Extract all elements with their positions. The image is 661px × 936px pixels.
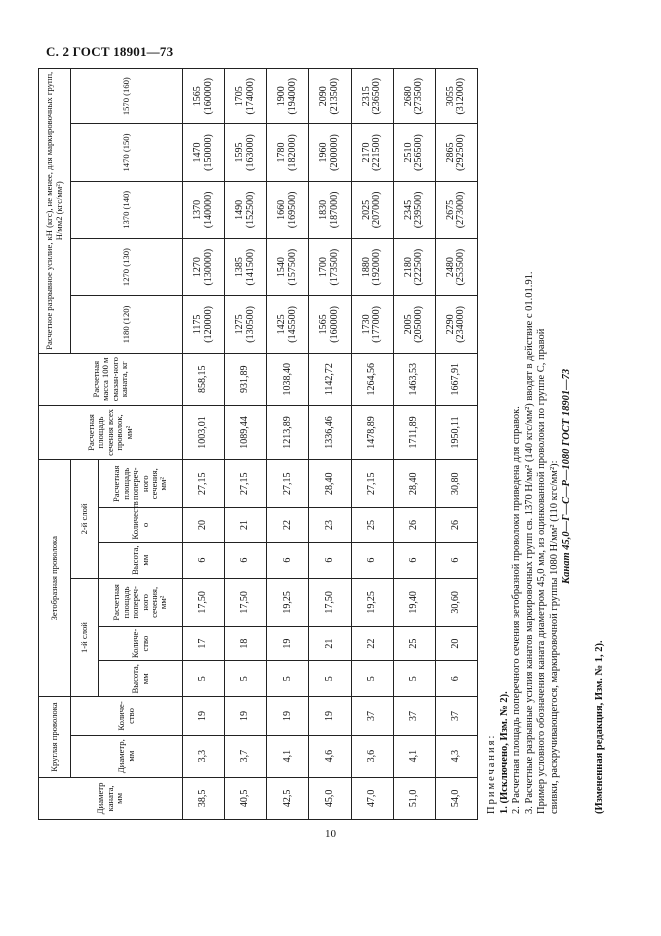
cell-area2: 30,80 [435, 460, 477, 508]
col-round-diameter-header: Диаметр, мм [71, 735, 183, 777]
cell-strength: 2090 (213500) [309, 69, 351, 124]
cell-height1: 5 [309, 661, 351, 697]
cell-strength: 2680 (273500) [393, 69, 435, 124]
cell-area2: 27,15 [183, 460, 225, 508]
cell-strength: 1565 (160000) [183, 69, 225, 124]
cell-count2: 25 [351, 508, 393, 542]
rotated-content [38, 64, 605, 828]
cell-round-count: 19 [309, 697, 351, 735]
cell-strength: 1490 (152500) [225, 181, 267, 238]
cell-area2: 28,40 [393, 460, 435, 508]
cell-round-diameter: 3,3 [183, 735, 225, 777]
table-row [393, 69, 435, 820]
note-3: 3. Расчетные разрывные усилия канатов маркировочных групп св. 1370 Н/мм² (140 кгс/мм²) вводят в действие с 01.01.91. [523, 271, 535, 814]
col-count2-header: Количеств о [99, 508, 183, 542]
cell-round-count: 37 [351, 697, 393, 735]
col-area2-header: Расчетная площадь попереч-ного сечения, мм² [99, 460, 183, 508]
cell-height2: 6 [351, 542, 393, 578]
col-height2-header: Высота, мм [99, 542, 183, 578]
cell-count2: 20 [183, 508, 225, 542]
cell-diameter: 51,0 [393, 777, 435, 819]
cell-strength: 1175 (120000) [183, 296, 225, 353]
cell-count2: 23 [309, 508, 351, 542]
grade-header-1270: 1270 (130) [71, 238, 183, 295]
strength-header: Расчетное разрывное усилие, кН (кгс), не менее, для маркировочных групп, Н/мм2 (кгс/мм²) [39, 69, 71, 354]
cell-mass: 858,15 [183, 353, 225, 405]
cell-strength: 1270 (130000) [183, 238, 225, 295]
page-number: 10 [325, 828, 336, 840]
cell-count1: 20 [435, 627, 477, 661]
cell-total-area: 1003,01 [183, 405, 225, 459]
grade-header-1570: 1570 (160) [71, 69, 183, 124]
page-header: С. 2 ГОСТ 18901—73 [46, 44, 174, 59]
cell-mass: 1038,40 [267, 353, 309, 405]
grade-header-1370: 1370 (140) [71, 181, 183, 238]
cell-round-diameter: 4,1 [393, 735, 435, 777]
col-total-area-header: Расчетная площадь сечения всех проволок, мм² [39, 405, 183, 459]
cell-round-count: 19 [183, 697, 225, 735]
cell-area1: 19,25 [351, 578, 393, 626]
cell-strength: 2005 (205000) [393, 296, 435, 353]
cell-strength: 1595 (163000) [225, 124, 267, 181]
cell-round-count: 19 [267, 697, 309, 735]
cell-height1: 5 [183, 661, 225, 697]
cell-total-area: 1711,89 [393, 405, 435, 459]
cell-strength: 2315 (236500) [351, 69, 393, 124]
cell-mass: 1264,56 [351, 353, 393, 405]
col-mass-header: Расчетная масса 100 м смазан-ного каната, кг [39, 353, 183, 405]
cell-count2: 22 [267, 508, 309, 542]
cell-strength: 1900 (194000) [267, 69, 309, 124]
cell-count2: 26 [435, 508, 477, 542]
cell-total-area: 1478,89 [351, 405, 393, 459]
cell-strength: 3055 (312000) [435, 69, 477, 124]
cell-count1: 19 [267, 627, 309, 661]
table-row [225, 69, 267, 820]
cell-round-diameter: 4,3 [435, 735, 477, 777]
cell-height2: 6 [267, 542, 309, 578]
col-round-count-header: Количе-ство [71, 697, 183, 735]
col-diameter-header: Диаметр каната, мм [39, 777, 183, 819]
cell-round-diameter: 3,7 [225, 735, 267, 777]
cell-area2: 28,40 [309, 460, 351, 508]
table-row [267, 69, 309, 820]
cell-strength: 1700 (173500) [309, 238, 351, 295]
note-2: 2. Расчетная площадь поперечного сечения зетобразной проволоки приведена для справок. [511, 406, 522, 814]
grade-header-1180: 1180 (120) [71, 296, 183, 353]
cell-strength: 1370 (140000) [183, 181, 225, 238]
cell-strength: 1830 (187000) [309, 181, 351, 238]
cell-strength: 1470 (150000) [183, 124, 225, 181]
cell-round-diameter: 4,6 [309, 735, 351, 777]
notes [486, 69, 606, 814]
cell-area2: 27,15 [351, 460, 393, 508]
cell-strength: 2025 (207000) [351, 181, 393, 238]
cell-round-count: 19 [225, 697, 267, 735]
table-row [435, 69, 477, 820]
cell-height1: 5 [393, 661, 435, 697]
cell-count1: 25 [393, 627, 435, 661]
cell-count1: 22 [351, 627, 393, 661]
cell-height2: 6 [393, 542, 435, 578]
grade-header-1470: 1470 (150) [71, 124, 183, 181]
cell-strength: 2180 (222500) [393, 238, 435, 295]
designation-example-line1: Пример условного обозначения каната диаметром 45,0 мм, из оцинкованной проволоки по группе С, правой [536, 328, 547, 814]
cell-mass: 1667,91 [435, 353, 477, 405]
notes-caption: Примечания: [486, 733, 497, 814]
cell-area1: 17,50 [309, 578, 351, 626]
cell-mass: 1142,72 [309, 353, 351, 405]
cell-area2: 27,15 [267, 460, 309, 508]
cell-strength: 1660 (169500) [267, 181, 309, 238]
layer2-header: 2-й слой [71, 460, 99, 579]
cell-round-count: 37 [393, 697, 435, 735]
cell-strength: 2865 (292500) [435, 124, 477, 181]
designation-example: Канат 45,0—Г—С—Р—1080 ГОСТ 18901—73 [561, 368, 572, 584]
cell-strength: 1425 (145500) [267, 296, 309, 353]
cell-strength: 2345 (239500) [393, 181, 435, 238]
cell-diameter: 47,0 [351, 777, 393, 819]
cell-area1: 17,50 [183, 578, 225, 626]
col-area1-header: Расчетная площадь попереч-ного сечения, мм² [99, 578, 183, 626]
cell-round-diameter: 3,6 [351, 735, 393, 777]
col-count1-header: Количе-ство [99, 627, 183, 661]
cell-height2: 6 [183, 542, 225, 578]
cell-count2: 26 [393, 508, 435, 542]
cell-mass: 931,89 [225, 353, 267, 405]
cell-diameter: 45,0 [309, 777, 351, 819]
cell-strength: 2290 (234000) [435, 296, 477, 353]
cell-total-area: 1089,44 [225, 405, 267, 459]
cell-mass: 1463,53 [393, 353, 435, 405]
cell-strength: 2480 (253500) [435, 238, 477, 295]
designation-example-line2: свивки, раскручивающегося, маркировочной группы 1080 Н/мм² (110 кгс/мм²): [548, 460, 560, 814]
z-wire-header: Зетобразная проволока [39, 460, 71, 697]
cell-diameter: 54,0 [435, 777, 477, 819]
cell-strength: 1540 (157500) [267, 238, 309, 295]
cell-round-diameter: 4,1 [267, 735, 309, 777]
rope-spec-table [38, 68, 478, 820]
cell-height2: 6 [225, 542, 267, 578]
cell-height2: 6 [309, 542, 351, 578]
cell-total-area: 1213,89 [267, 405, 309, 459]
cell-count1: 21 [309, 627, 351, 661]
round-wire-header: Круглая проволока [39, 697, 71, 777]
cell-strength: 1705 (174000) [225, 69, 267, 124]
cell-strength: 1275 (130500) [225, 296, 267, 353]
cell-count1: 18 [225, 627, 267, 661]
cell-strength: 1780 (182000) [267, 124, 309, 181]
cell-diameter: 42,5 [267, 777, 309, 819]
layer1-header: 1-й слой [71, 578, 99, 697]
cell-height1: 5 [351, 661, 393, 697]
cell-total-area: 1950,11 [435, 405, 477, 459]
cell-height2: 6 [435, 542, 477, 578]
table-row [309, 69, 351, 820]
cell-strength: 1565 (160000) [309, 296, 351, 353]
cell-diameter: 38,5 [183, 777, 225, 819]
cell-height1: 5 [267, 661, 309, 697]
cell-area1: 17,50 [225, 578, 267, 626]
cell-strength: 1385 (141500) [225, 238, 267, 295]
cell-area1: 19,25 [267, 578, 309, 626]
cell-strength: 2675 (273000) [435, 181, 477, 238]
col-height1-header: Высота, мм [99, 661, 183, 697]
cell-total-area: 1336,46 [309, 405, 351, 459]
cell-strength: 1960 (200000) [309, 124, 351, 181]
cell-area1: 30,60 [435, 578, 477, 626]
cell-strength: 1880 (192000) [351, 238, 393, 295]
table-row [351, 69, 393, 820]
note-1: 1. (Исключено, Изм. № 2). [498, 691, 510, 814]
cell-diameter: 40,5 [225, 777, 267, 819]
cell-count2: 21 [225, 508, 267, 542]
cell-count1: 17 [183, 627, 225, 661]
cell-height1: 5 [225, 661, 267, 697]
cell-round-count: 37 [435, 697, 477, 735]
cell-area1: 19,40 [393, 578, 435, 626]
table-row [183, 69, 225, 820]
cell-strength: 2170 (221500) [351, 124, 393, 181]
cell-strength: 2510 (256500) [393, 124, 435, 181]
cell-height1: 6 [435, 661, 477, 697]
edition-note: (Измененная редакция, Изм. № 1, 2). [593, 640, 605, 814]
cell-area2: 27,15 [225, 460, 267, 508]
cell-strength: 1730 (177000) [351, 296, 393, 353]
